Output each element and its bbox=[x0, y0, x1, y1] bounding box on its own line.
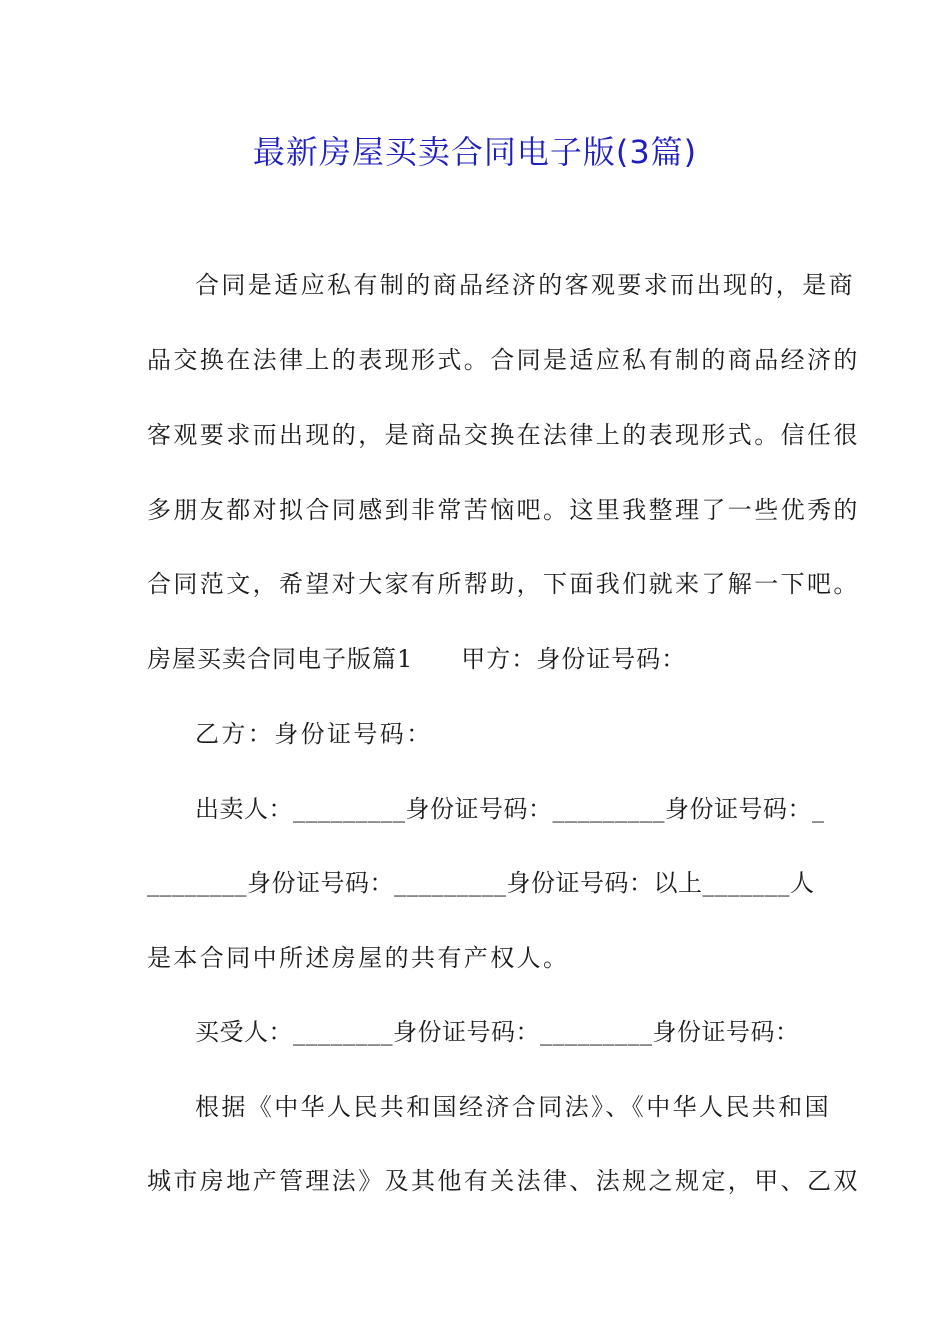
section-heading: 房屋买卖合同电子版篇1 bbox=[147, 645, 414, 673]
intro-line-5: 合同范文，希望对大家有所帮助，下面我们就来了解一下吧。 bbox=[147, 570, 860, 598]
basis-line-2: 城市房地产管理法》及其他有关法律、法规之规定，甲、乙双 bbox=[147, 1167, 860, 1195]
intro-line-4: 多朋友都对拟合同感到非常苦恼吧。这里我整理了一些优秀的 bbox=[147, 496, 860, 524]
buyers-line: 买受人：________身份证号码：_________身份证号码： bbox=[195, 1018, 800, 1046]
intro-line-3: 客观要求而出现的，是商品交换在法律上的表现形式。信任很 bbox=[147, 421, 860, 449]
intro-line-1: 合同是适应私有制的商品经济的客观要求而出现的，是商 bbox=[195, 271, 855, 299]
document-title: 最新房屋买卖合同电子版(3篇) bbox=[252, 133, 698, 171]
party-a-label: 甲方：身份证号码： bbox=[461, 645, 687, 673]
basis-line-1: 根据《中华人民共和国经济合同法》、《中华人民共和国 bbox=[195, 1093, 831, 1121]
sellers-line-3: 是本合同中所述房屋的共有产权人。 bbox=[147, 944, 570, 972]
sellers-line-2: ________身份证号码：_________身份证号码：以上_______人 bbox=[147, 869, 815, 897]
party-b-label: 乙方：身份证号码： bbox=[195, 720, 433, 748]
sellers-line-1: 出卖人：_________身份证号码：_________身份证号码：_ bbox=[195, 795, 825, 823]
intro-line-2: 品交换在法律上的表现形式。合同是适应私有制的商品经济的 bbox=[147, 346, 860, 374]
section-heading-row bbox=[147, 641, 807, 677]
